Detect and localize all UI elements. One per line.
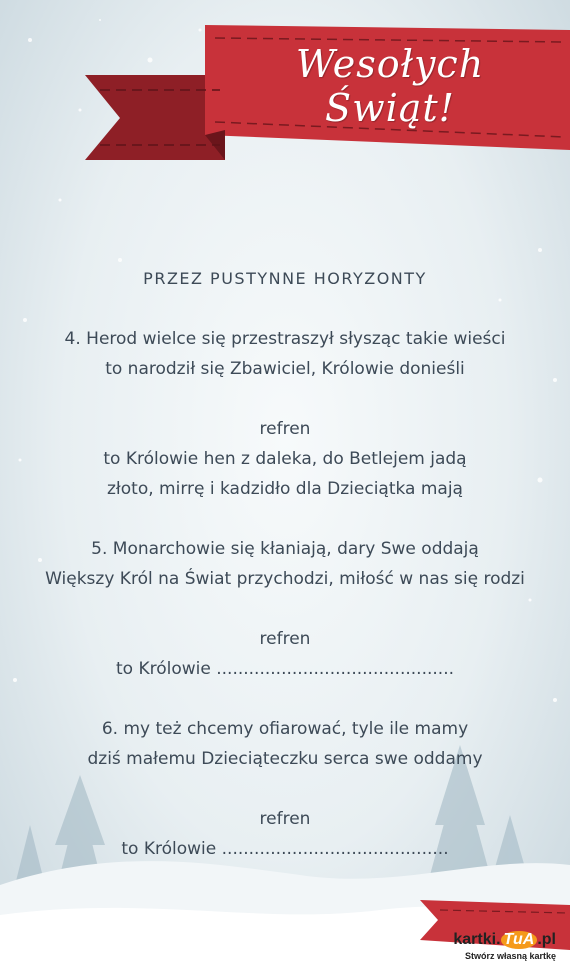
refrain-2-line-1: to Królowie ............................................ xyxy=(115,659,455,679)
stanza-6-line-2: dziś małemu Dzieciąteczku serca swe oddamy xyxy=(87,749,483,769)
stanza-4-line-1: 4. Herod wielce się przestraszył słysząc takie wieści xyxy=(64,329,506,349)
logo-name: kartki. TuA .pl xyxy=(453,931,556,948)
refrain-1-line-2: złoto, mirrę i kadzidło dla Dzieciątka mają xyxy=(107,479,463,499)
stanza-6-line-1: 6. my też chcemy ofiarować, tyle ile mamy xyxy=(101,719,469,739)
refrain-label: refren xyxy=(259,419,311,439)
stanza-5-line-2: Większy Król na Świat przychodzi, miłość w nas się rodzi xyxy=(45,569,525,589)
kartki-logo[interactable] xyxy=(444,929,562,969)
logo-badge: TuA xyxy=(501,931,538,949)
greeting-title: Wesołych Świąt! xyxy=(295,42,485,130)
logo-tagline: Stwórz własną kartkę xyxy=(464,951,556,961)
stanza-5-line-1: 5. Monarchowie się kłaniają, dary Swe oddają xyxy=(91,539,479,559)
poem-content xyxy=(0,264,570,864)
refrain-label: refren xyxy=(259,629,311,649)
refrain-1-line-1: to Królowie hen z daleka, do Betlejem jadą xyxy=(103,449,467,469)
poem-title: PRZEZ PUSTYNNE HORYZONTY xyxy=(143,269,427,288)
refrain-3-line-1: to Królowie .......................................... xyxy=(121,839,449,859)
stanza-4-line-2: to narodził się Zbawiciel, Królowie donieśli xyxy=(105,359,465,379)
refrain-label: refren xyxy=(259,809,311,829)
